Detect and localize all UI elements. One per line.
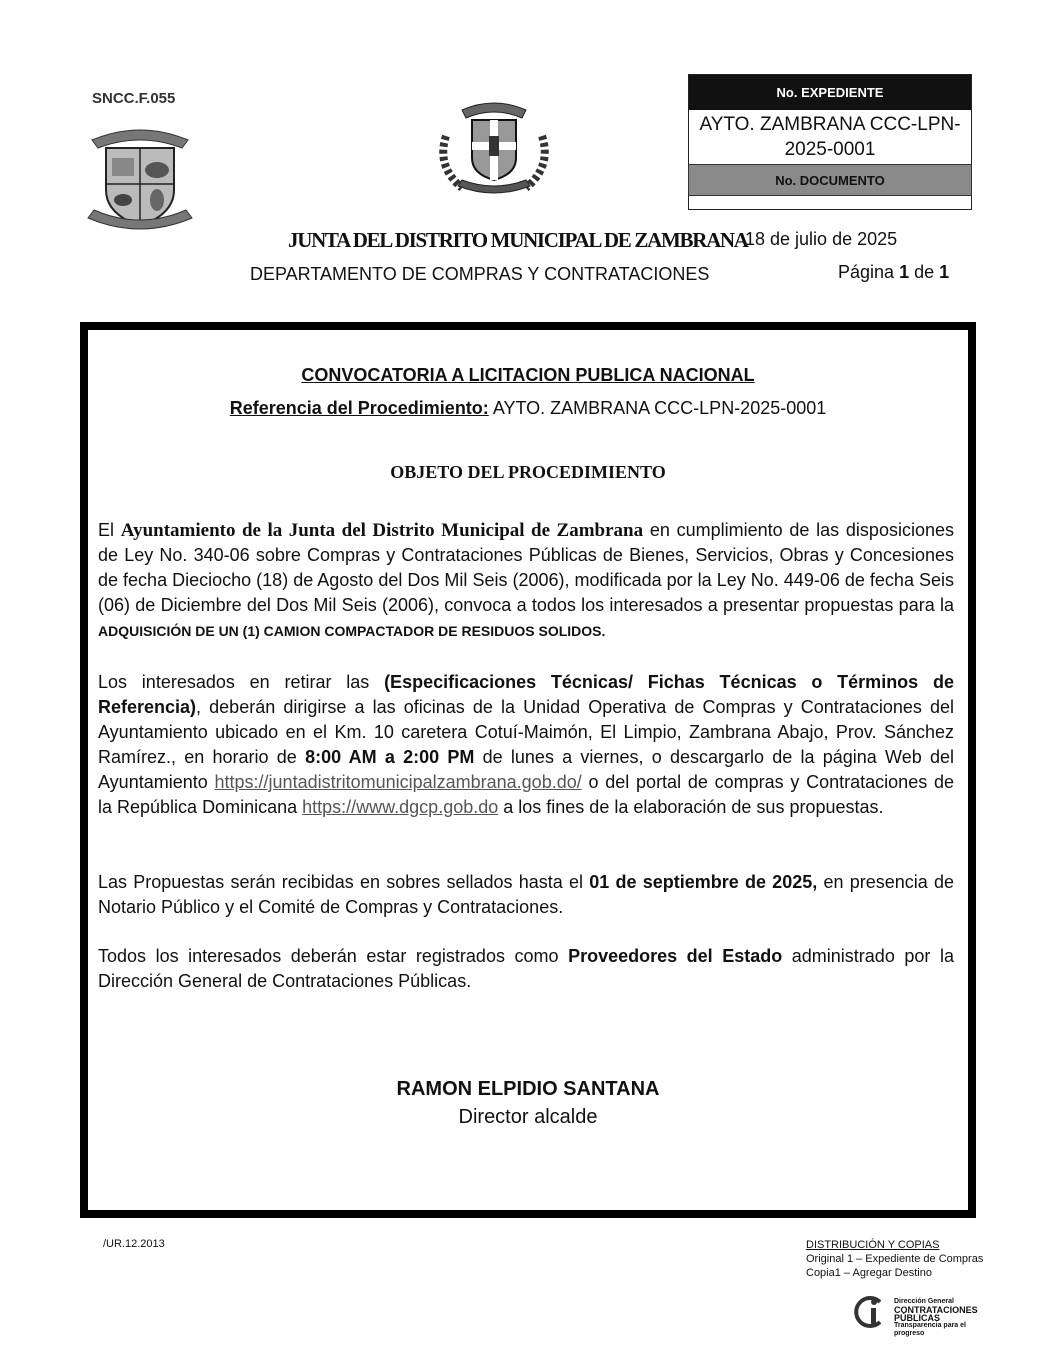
page-number <box>838 262 949 283</box>
document-date: 18 de julio de 2025 <box>745 229 898 249</box>
department-name: DEPARTAMENTO DE COMPRAS Y CONTRATACIONES <box>250 264 710 284</box>
p3-date: 01 de septiembre de 2025, <box>589 872 818 892</box>
p2-e: a los fines de la elaboración de sus propuestas. <box>503 797 884 817</box>
revision-code: /UR.12.2013 <box>103 1238 165 1250</box>
signer-name: RAMON ELPIDIO SANTANA <box>396 1078 660 1100</box>
reference-label: Referencia del Procedimiento: <box>229 398 489 418</box>
p2-a: Los interesados en retirar las <box>98 672 370 692</box>
form-code: SNCC.F.055 <box>92 90 176 107</box>
paragraph-specifications <box>98 670 954 820</box>
distribution-line-2: Copia1 – Agregar Destino <box>806 1267 932 1279</box>
convocatoria-title: CONVOCATORIA A LICITACION PUBLICA NACIONAL <box>301 365 755 385</box>
p4-bold: Proveedores del Estado <box>568 946 783 966</box>
entity-name: JUNTA DEL DISTRITO MUNICIPAL DE ZAMBRANA <box>288 228 748 252</box>
municipal-shield-logo <box>86 118 194 236</box>
distribution-block <box>806 1238 983 1280</box>
p1-object: ADQUISICIÓN DE UN (1) CAMION COMPACTADOR DE RESIDUOS SOLIDOS. <box>98 623 606 639</box>
p2-d: o del portal de compras y Contrataciones de la República Dominicana <box>98 772 954 817</box>
p2-c: de lunes a viernes, o descargarlo de la página Web del Ayuntamiento <box>98 747 954 792</box>
paragraph-deadline <box>98 870 954 920</box>
distribution-title: DISTRIBUCIÓN Y COPIAS <box>806 1239 940 1251</box>
p2-bold: (Especificaciones Técnicas/ Fichas Técnicas o Términos de Referencia) <box>98 672 954 717</box>
dgcp-website-link[interactable]: https://www.dgcp.gob.do <box>302 797 499 817</box>
p1-prefix: El <box>98 520 115 540</box>
page-current: 1 <box>899 262 910 282</box>
distribution-line-1: Original 1 – Expediente de Compras <box>806 1253 984 1265</box>
national-coat-of-arms <box>432 96 556 200</box>
paragraph-registration <box>98 944 954 994</box>
p2-hours: 8:00 AM a 2:00 PM <box>305 747 475 767</box>
p3-a: Las Propuestas serán recibidas en sobres sellados hasta el <box>98 872 584 892</box>
expediente-box <box>688 74 972 210</box>
signer-title: Director alcalde <box>458 1106 598 1128</box>
page-of: de <box>914 262 935 282</box>
objeto-title: OBJETO DEL PROCEDIMIENTO <box>390 462 666 482</box>
page-total: 1 <box>939 262 950 282</box>
reference-value: AYTO. ZAMBRANA CCC-LPN-2025-0001 <box>492 398 827 418</box>
p1-text: en cumplimiento de las disposiciones de Ley No. 340-06 sobre Compras y Contrataciones Públicas de Bienes, Servicios, Obras y Concesiones de fecha Dieciocho (18) de Agosto del Dos Mil Seis (2006), modificada por la Ley No. 449-06 de fecha Seis (06) de Diciembre del Dos Mil Seis (2006), convoca a todos los interesados a presentar propuestas para la <box>98 520 954 615</box>
municipal-website-link[interactable]: https://juntadistritomunicipalzambrana.gob.do/ <box>214 772 582 792</box>
p1-entity: Ayuntamiento de la Junta del Distrito Municipal de Zambrana <box>120 520 644 541</box>
documento-label: No. DOCUMENTO <box>688 164 972 196</box>
expediente-label: No. EXPEDIENTE <box>689 75 971 110</box>
dgcp-logo-text: Dirección General CONTRATACIONES PÚBLICAS Transparencia para el progreso <box>894 1298 978 1337</box>
p4-a: Todos los interesados deberán estar registrados como <box>98 946 559 966</box>
p3-b: en presencia de Notario Público y el Comité de Compras y Contrataciones. <box>98 872 954 917</box>
p4-b: administrado por la Dirección General de Contrataciones Públicas. <box>98 946 954 991</box>
paragraph-intro <box>98 518 954 644</box>
reference-line <box>80 398 976 419</box>
dgcp-logo <box>852 1294 978 1337</box>
p2-b: , deberán dirigirse a las oficinas de la Unidad Operativa de Compras y Contrataciones del Ayuntamiento ubicado en el Km. 10 caretera Cotuí-Maimón, El Limpio, Zambrana Abajo, Prov. Sánchez Ramírez., en horario de <box>98 697 954 767</box>
expediente-value: AYTO. ZAMBRANA CCC-LPN-2025-0001 <box>689 110 971 165</box>
page-prefix: Página <box>838 262 895 282</box>
dgcp-logo-mark <box>852 1294 892 1330</box>
